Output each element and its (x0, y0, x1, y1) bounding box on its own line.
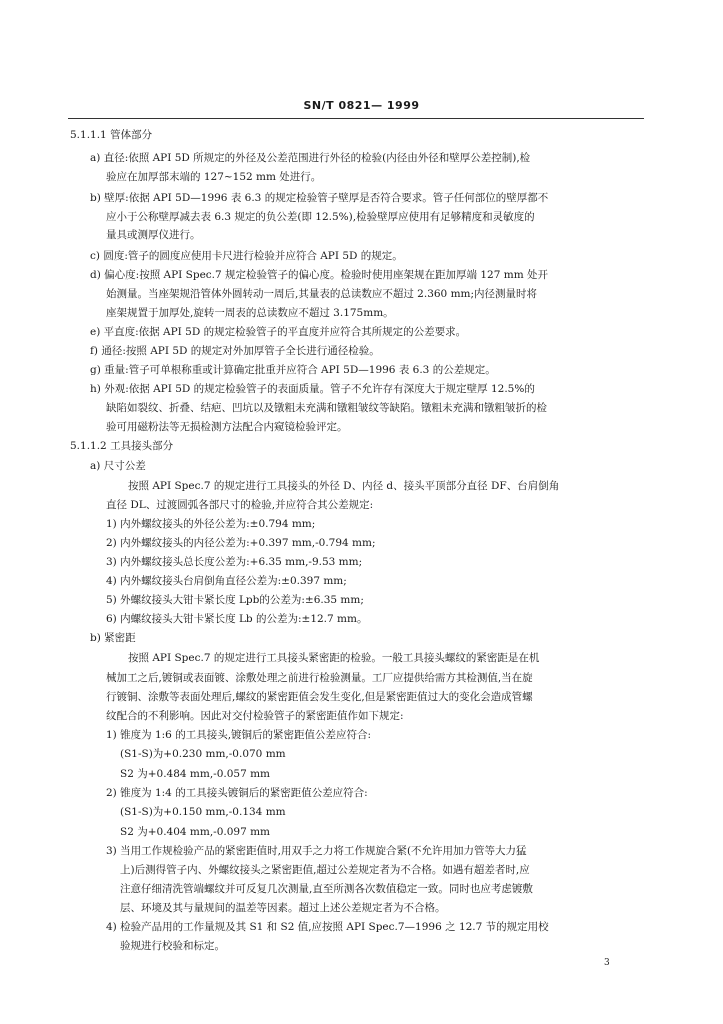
text-line: 械加工之后,镀铜或表面镀、涂敷处理之前进行检验测量。工厂应提供给需方其检测值,当在旋 (106, 672, 533, 684)
text-line: b) 紧密距 (90, 632, 136, 644)
text-line: 纹配合的不利影响。因此对交付检验管子的紧密距值作如下规定: (106, 710, 404, 722)
text-line: h) 外观:依据 API 5D 的规定检验管子的表面质量。管子不允许存有深度大于规定壁厚 12.5%的 (90, 383, 535, 395)
text-line: 应小于公称壁厚减去表 6.3 规定的负公差(即 12.5%),检验壁厚应使用有足够精度和灵敏度的 (106, 211, 535, 223)
text-line: 1) 内外螺纹接头的外径公差为:±0.794 mm; (106, 518, 316, 530)
section-heading: 5.1.1.2 工具接头部分 (70, 440, 174, 452)
page-header: SN/T 0821— 1999 (303, 99, 420, 112)
text-line: a) 尺寸公差 (90, 460, 146, 472)
text-line: g) 重量:管子可单根称重或计算确定批重并应符合 API 5D—1996 表 6.3 的公差规定。 (90, 364, 496, 376)
text-line: e) 平直度:依据 API 5D 的规定检验管子的平直度并应符合其所规定的公差要求。 (90, 326, 467, 338)
text-line: 3) 内外螺纹接头总长度公差为:+6.35 mm,-9.53 mm; (106, 556, 363, 568)
page-number: 3 (604, 958, 610, 968)
text-line: 层、环境及其与量规间的温差等因素。超过上述公差规定者为不合格。 (120, 902, 446, 914)
text-line: 直径 DL、过渡圆弧各部尺寸的检验,并应符合其公差规定: (106, 499, 374, 511)
text-line: 行镀铜、涂敷等表面处理后,螺纹的紧密距值会发生变化,但是紧密距值过大的变化会造成管螺 (106, 691, 533, 703)
text-line: c) 圆度:管子的圆度应使用卡尺进行检验并应符合 API 5D 的规定。 (90, 250, 403, 262)
text-line: 4) 内外螺纹接头台肩倒角直径公差为:±0.397 mm; (106, 575, 347, 587)
text-line: 座架规置于加厚处,旋转一周表的总读数应不超过 3.175mm。 (106, 307, 394, 319)
text-line: (S1-S)为+0.150 mm,-0.134 mm (120, 806, 286, 818)
text-line: 验规进行校验和标定。 (120, 940, 225, 952)
section-heading: 5.1.1.1 管体部分 (70, 129, 153, 141)
text-line: 按照 API Spec.7 的规定进行工具接头的外径 D、内径 d、接头平顶部分直径 DF、台肩倒角 (128, 480, 560, 492)
text-line: 始测量。当座架规沿管体外圆转动一周后,其量表的总读数应不超过 2.360 mm;内径测量时将 (106, 288, 538, 300)
text-line: 按照 API Spec.7 的规定进行工具接头紧密距的检验。一般工具接头螺纹的紧密距是在机 (128, 652, 540, 664)
text-line: 3) 当用工作规检验产品的紧密距值时,用双手之力将工作规旋合紧(不允许用加力管等大力猛 (106, 845, 527, 857)
text-line: b) 壁厚:依据 API 5D—1996 表 6.3 的规定检验管子壁厚是否符合要求。管子任何部位的壁厚都不 (90, 192, 549, 204)
text-line: 量具或测厚仪进行。 (106, 229, 201, 241)
text-line: 验可用磁粉法等无损检测方法配合内窥镜检验评定。 (106, 421, 348, 433)
text-line: 1) 锥度为 1:6 的工具接头,镀铜后的紧密距值公差应符合: (106, 729, 372, 741)
text-line: 验应在加厚部末端的 127~152 mm 处进行。 (106, 171, 322, 183)
text-line: d) 偏心度:按照 API Spec.7 规定检验管子的偏心度。检验时使用座架规在距加厚端 127 mm 处开 (90, 269, 548, 281)
text-line: 4) 检验产品用的工作量规及其 S1 和 S2 值,应按照 API Spec.7—1996 之 12.7 节的规定用校 (106, 921, 549, 933)
text-line: 缺陷如裂纹、折叠、结疤、凹坑以及镦粗未充满和镦粗皱纹等缺陷。镦粗未充满和镦粗皱折的检 (106, 402, 547, 414)
text-line: 2) 内外螺纹接头的内径公差为:+0.397 mm,-0.794 mm; (106, 537, 376, 549)
text-line: S2 为+0.484 mm,-0.057 mm (120, 768, 271, 780)
text-line: 2) 锥度为 1:4 的工具接头镀铜后的紧密距值公差应符合: (106, 787, 368, 799)
text-line: 注意仔细清洗管端螺纹并可反复几次测量,直至所测各次数值稳定一致。同时也应考虑镀敷 (120, 883, 533, 895)
text-line: (S1-S)为+0.230 mm,-0.070 mm (120, 748, 286, 760)
text-line: 上)后测得管子内、外螺纹接头之紧密距值,超过公差规定者为不合格。如遇有超差者时,应 (120, 864, 530, 876)
text-line: 5) 外螺纹接头大钳卡紧长度 Lpb的公差为:±6.35 mm; (106, 594, 364, 606)
text-line: f) 通径:按照 API 5D 的规定对外加厚管子全长进行通径检验。 (90, 345, 380, 357)
text-line: 6) 内螺纹接头大钳卡紧长度 Lb 的公差为:±12.7 mm。 (106, 613, 368, 625)
header-rule (68, 118, 644, 119)
text-line: S2 为+0.404 mm,-0.097 mm (120, 826, 271, 838)
text-line: a) 直径:依照 API 5D 所规定的外径及公差范围进行外径的检验(内径由外径和壁厚公差控制),检 (90, 152, 531, 164)
